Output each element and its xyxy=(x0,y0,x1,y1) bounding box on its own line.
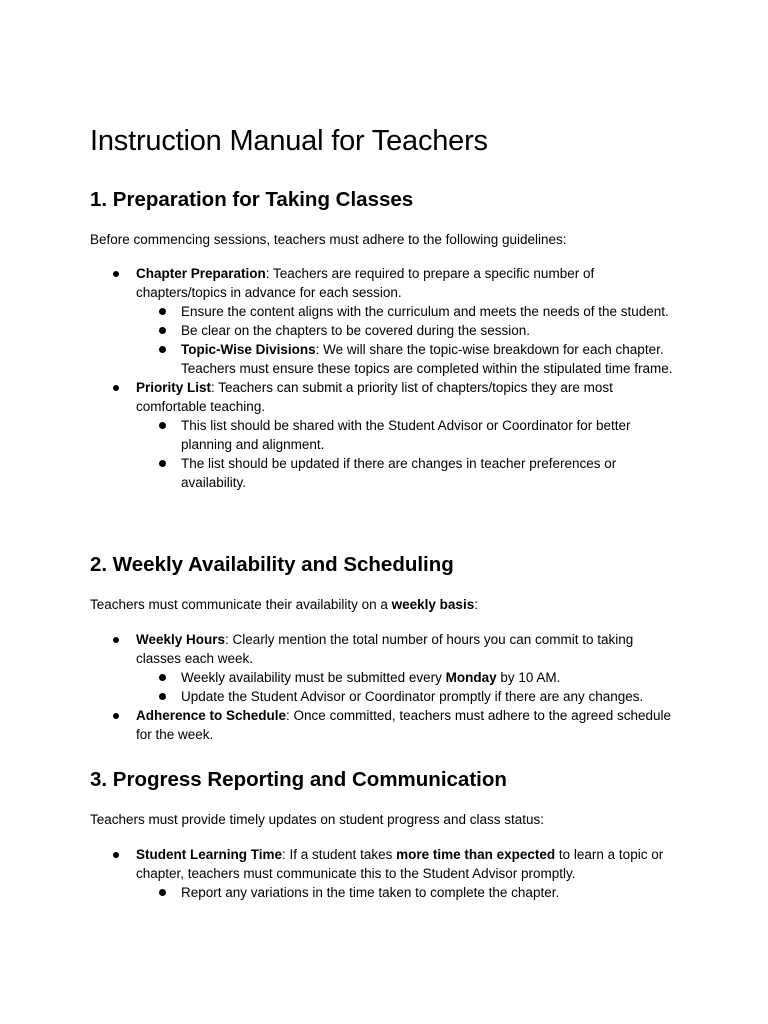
sub-item-label: Topic-Wise Divisions xyxy=(181,342,316,357)
sub-item-text: Update the Student Advisor or Coordinator promptly if there are any changes. xyxy=(181,689,644,704)
sub-list xyxy=(136,883,681,902)
item-bold: more time than expected xyxy=(396,847,556,862)
item-label: Student Learning Time xyxy=(136,847,283,862)
bullet-icon xyxy=(113,852,119,858)
section-3-list xyxy=(0,845,768,902)
section-3-intro: Teachers must provide timely updates on student progress and class status: xyxy=(90,812,544,827)
bullet-icon xyxy=(113,385,119,391)
circle-bullet-icon xyxy=(159,422,166,429)
bullet-icon xyxy=(113,271,119,277)
circle-bullet-icon xyxy=(159,889,166,896)
sub-list-item xyxy=(136,302,681,321)
bullet-icon xyxy=(113,713,119,719)
item-text: : Teachers are required to prepare a specific number of chapters/topics in advance for each session. xyxy=(136,266,595,300)
sub-item-text: This list should be shared with the Student Advisor or Coordinator for better planning and alignment. xyxy=(181,418,631,452)
sub-item-text: The list should be updated if there are changes in teacher preferences or availability. xyxy=(181,456,617,490)
list-item-adherence-to-schedule xyxy=(0,706,681,744)
section-2-list xyxy=(0,630,768,744)
circle-bullet-icon xyxy=(159,674,166,681)
sub-item-text: Weekly availability must be submitted every xyxy=(181,670,446,685)
intro-text-end: : xyxy=(474,597,478,612)
sub-list xyxy=(136,302,681,378)
sub-item-text-end: by 10 AM. xyxy=(496,670,561,685)
circle-bullet-icon xyxy=(159,460,166,467)
sub-list xyxy=(136,416,681,492)
item-text: : Once committed, teachers must adhere to the agreed schedule for the week. xyxy=(136,708,672,742)
section-3-heading: 3. Progress Reporting and Communication xyxy=(90,768,507,791)
sub-list-item xyxy=(136,687,681,706)
list-item-chapter-preparation xyxy=(0,264,681,378)
sub-item-text: Ensure the content aligns with the curriculum and meets the needs of the student. xyxy=(181,304,669,319)
list-item-student-learning-time xyxy=(0,845,681,902)
item-label: Weekly Hours xyxy=(136,632,226,647)
circle-bullet-icon xyxy=(159,308,166,315)
item-label: Adherence to Schedule xyxy=(136,708,287,723)
intro-text: Teachers must communicate their availability on a xyxy=(90,597,392,612)
sub-list-item-topic-wise-divisions xyxy=(136,340,681,378)
item-text-end: to learn a topic or chapter, teachers must communicate this to the Student Advisor promptly. xyxy=(136,847,664,881)
section-1-heading: 1. Preparation for Taking Classes xyxy=(90,188,414,211)
document-title: Instruction Manual for Teachers xyxy=(90,125,488,157)
circle-bullet-icon xyxy=(159,327,166,334)
sub-list xyxy=(136,668,681,706)
item-label: Chapter Preparation xyxy=(136,266,266,281)
circle-bullet-icon xyxy=(159,693,166,700)
sub-list-item xyxy=(136,416,681,454)
item-text: : Clearly mention the total number of hours you can commit to taking classes each week. xyxy=(136,632,634,666)
list-item-priority-list xyxy=(0,378,681,492)
sub-list-item xyxy=(136,454,681,492)
sub-item-text: Report any variations in the time taken to complete the chapter. xyxy=(181,885,560,900)
item-text: : Teachers can submit a priority list of chapters/topics they are most comfortable teaching. xyxy=(136,380,613,414)
bullet-icon xyxy=(113,637,119,643)
item-text: : If a student takes xyxy=(282,847,397,862)
section-1-list xyxy=(0,264,768,492)
sub-list-item xyxy=(136,668,681,687)
sub-list-item xyxy=(136,321,681,340)
sub-item-text: : We will share the topic-wise breakdown for each chapter. Teachers must ensure these topics are completed within the stipulated time frame. xyxy=(181,342,673,376)
intro-bold: weekly basis xyxy=(391,597,475,612)
sub-item-text: Be clear on the chapters to be covered during the session. xyxy=(181,323,530,338)
section-1-intro: Before commencing sessions, teachers must adhere to the following guidelines: xyxy=(90,232,567,247)
list-item-weekly-hours xyxy=(0,630,681,706)
section-2-intro xyxy=(90,595,478,614)
item-label: Priority List xyxy=(136,380,212,395)
sub-list-item xyxy=(136,883,681,902)
circle-bullet-icon xyxy=(159,346,166,353)
section-2-heading: 2. Weekly Availability and Scheduling xyxy=(90,553,454,576)
sub-item-bold: Monday xyxy=(445,670,497,685)
